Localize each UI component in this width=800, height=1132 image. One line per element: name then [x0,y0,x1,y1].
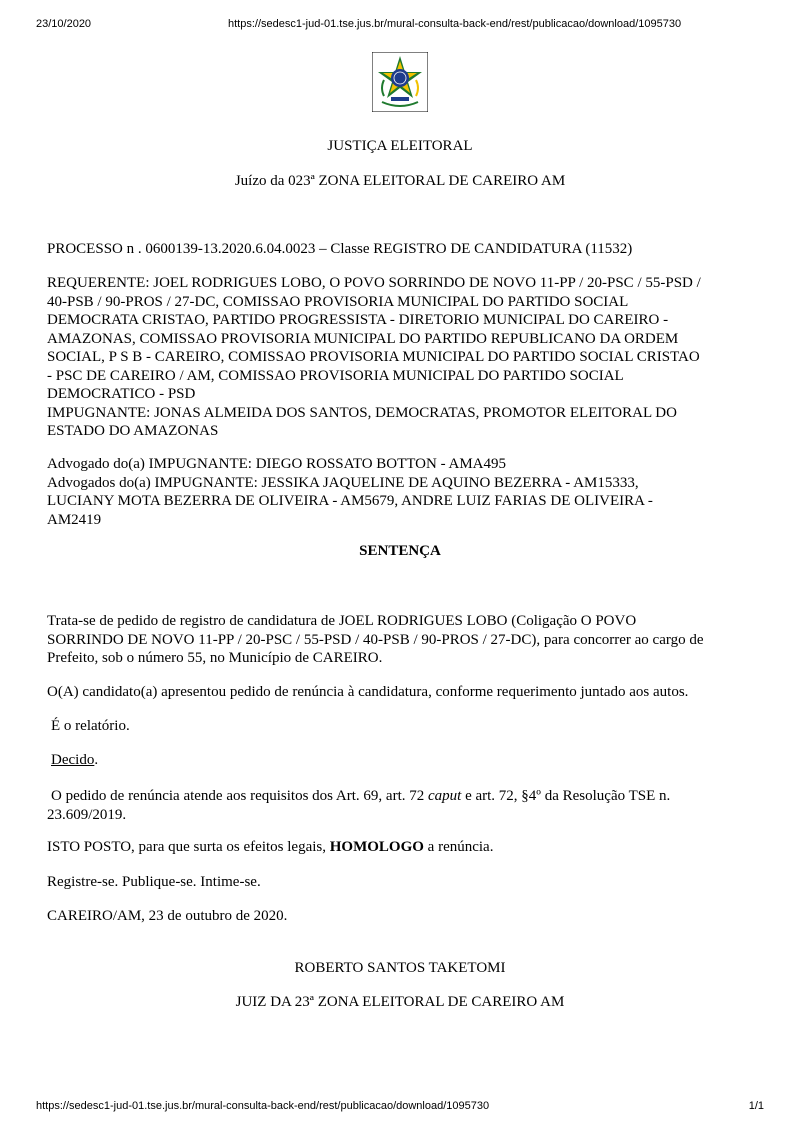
footer-url[interactable]: https://sedesc1-jud-01.tse.jus.br/mural-consulta-back-end/rest/publicacao/download/1095730 [36,1100,490,1112]
requerente-line: AMAZONAS, COMISSAO PROVISORIA MUNICIPAL DO PARTIDO REPUBLICANO DA ORDEM [47,330,679,347]
lawyer-line: Advogado do(a) IMPUGNANTE: DIEGO ROSSATO BOTTON - AMA495 [47,456,507,472]
paragraph-requisitos [47,787,761,824]
print-date: 23/10/2020 [36,18,92,30]
process-line: PROCESSO n . 0600139-13.2020.6.04.0023 – Classe REGISTRO DE CANDIDATURA (11532) [47,241,633,257]
paragraph-line: SORRINDO DE NOVO 11-PP / 20-PSC / 55-PSD / 40-PSB / 90-PROS / 27-DC), para concorrer ao cargo de [47,631,704,648]
document-title: SENTENÇA [359,543,441,559]
paragraph-relatorio [51,717,761,736]
requerente-line: REQUERENTE: JOEL RODRIGUES LOBO, O POVO SORRINDO DE NOVO 11-PP / 20-PSC / 55-PSD / [47,275,701,291]
resolution-number: 23.609/2019. [47,806,127,823]
court-name: Juízo da 023ª ZONA ELEITORAL DE CAREIRO AM [234,173,566,189]
paragraph-decido [51,751,761,770]
judge-name: ROBERTO SANTOS TAKETOMI [294,960,506,976]
parties-section [47,274,757,441]
lawyer-line: Advogados do(a) IMPUGNANTE: JESSIKA JAQUELINE DE AQUINO BEZERRA - AM15333, [47,474,639,491]
requisitos-text: O pedido de renúncia atende aos requisitos dos Art. 69, art. 72 [51,788,428,804]
lawyers-section [47,455,757,529]
requerente-line: 40-PSB / 90-PROS / 27-DC, COMISSAO PROVISORIA MUNICIPAL DO PARTIDO SOCIAL [47,293,629,310]
homologo-prefix: ISTO POSTO, para que surta os efeitos legais, [47,839,330,855]
caput-italic: caput [428,788,462,804]
organization-title: JUSTIÇA ELEITORAL [327,138,473,154]
decido-text: Decido [51,752,95,768]
paragraph-line: Prefeito, sob o número 55, no Município de CAREIRO. [47,650,383,666]
paragraph-renuncia [47,683,757,702]
coat-of-arms-icon [372,52,428,112]
paragraph-line: O(A) candidato(a) apresentou pedido de renúncia à candidatura, conforme requerimento juntado aos autos. [47,684,689,700]
homologo-bold: HOMOLOGO [329,839,424,855]
requerente-line: SOCIAL, P S B - CAREIRO, COMISSAO PROVISORIA MUNICIPAL DO PARTIDO SOCIAL CRISTAO [47,349,700,365]
impugnante-line: IMPUGNANTE: JONAS ALMEIDA DOS SANTOS, DEMOCRATAS, PROMOTOR ELEITORAL DO [47,404,677,421]
process-number [47,240,757,259]
paragraph-line: CAREIRO/AM, 23 de outubro de 2020. [47,908,288,924]
lawyer-line: AM2419 [47,511,102,528]
paragraph-intro [47,612,757,668]
paragraph-line: É o relatório. [51,718,130,734]
requerente-line: DEMOCRATA CRISTAO, PARTIDO PROGRESSISTA - DIRETORIO MUNICIPAL DO CAREIRO - [47,312,669,328]
paragraph-registre [47,873,757,892]
requerente-line: DEMOCRATICO - PSD [47,386,196,402]
decido-period: . [94,752,99,768]
requerente-line: - PSC DE CAREIRO / AM, COMISSAO PROVISORIA MUNICIPAL DO PARTIDO SOCIAL [47,367,624,384]
paragraph-homologo [47,838,757,857]
page-number: 1/1 [748,1100,764,1112]
lawyer-line: LUCIANY MOTA BEZERRA DE OLIVEIRA - AM5679, ANDRE LUIZ FARIAS DE OLIVEIRA - [47,493,653,509]
judge-role: JUIZ DA 23ª ZONA ELEITORAL DE CAREIRO AM [235,994,565,1010]
impugnante-line: ESTADO DO AMAZONAS [47,423,219,439]
paragraph-line: Trata-se de pedido de registro de candidatura de JOEL RODRIGUES LOBO (Coligação O POVO [47,613,637,629]
requisitos-text-end: e art. 72, §4º da Resolução TSE n. [461,788,671,804]
paragraph-date-place [47,907,757,926]
paragraph-line: Registre-se. Publique-se. Intime-se. [47,874,261,890]
print-url[interactable]: https://sedesc1-jud-01.tse.jus.br/mural-consulta-back-end/rest/publicacao/download/1095730 [228,18,682,30]
homologo-suffix: a renúncia. [423,839,494,855]
